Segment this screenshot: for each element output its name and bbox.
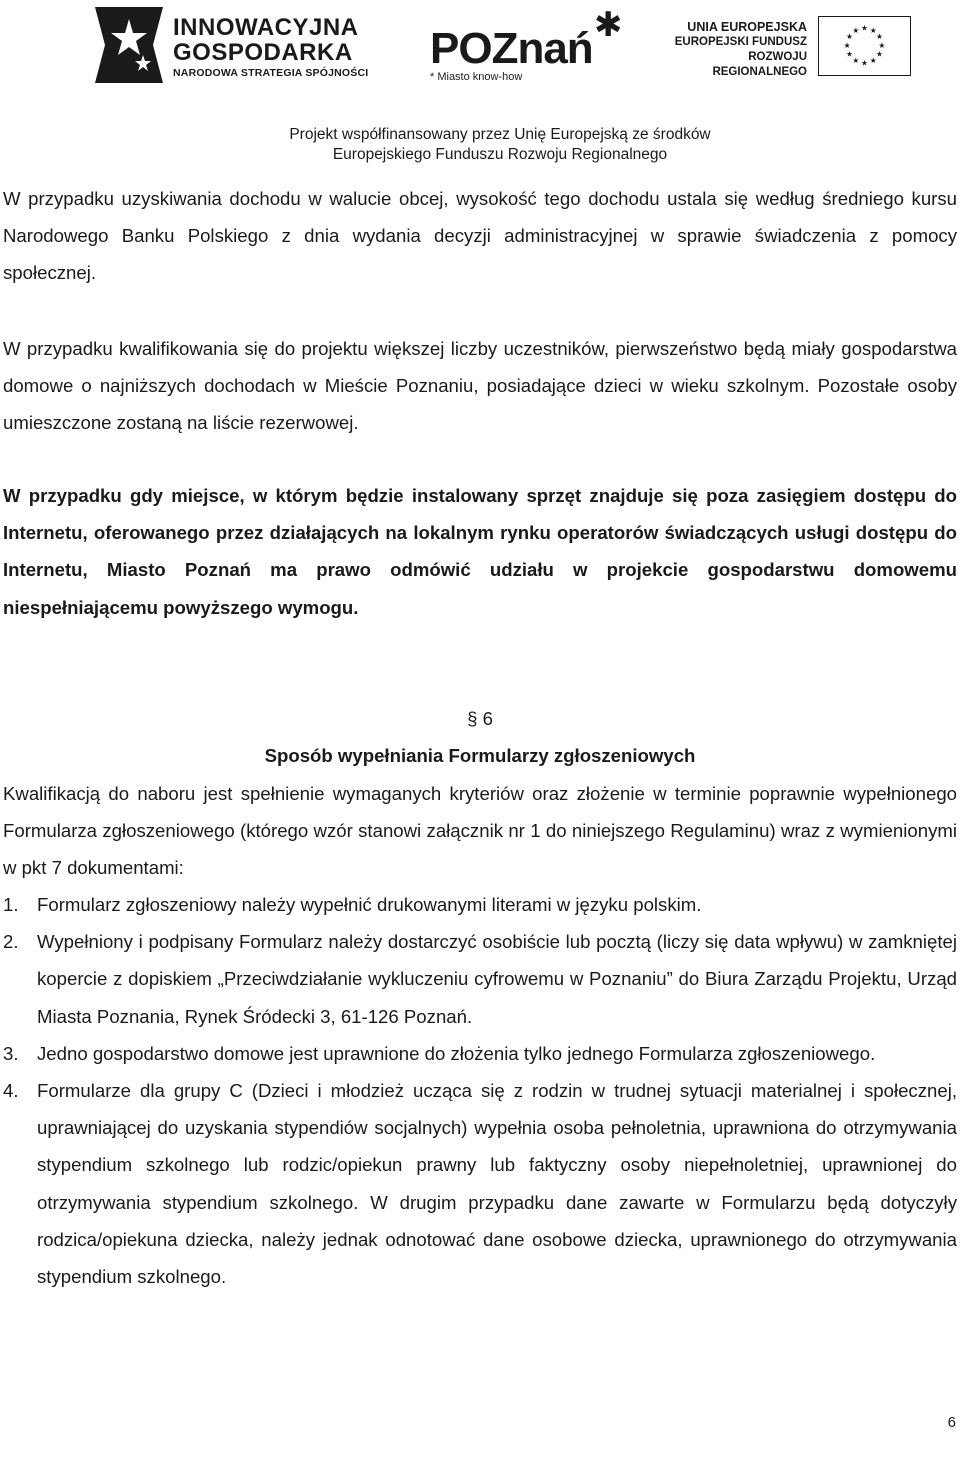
list-item-number: 3. xyxy=(3,1042,19,1064)
asterisk-icon: ✱ xyxy=(594,6,623,44)
innowacyjna-gospodarka-emblem-icon xyxy=(93,5,165,85)
project-cofinancing-note xyxy=(0,125,960,165)
svg-text:★: ★ xyxy=(861,23,868,33)
innowacyjna-gospodarka-logo xyxy=(93,5,383,85)
poznan-logo xyxy=(430,6,630,90)
list-item-text: Wypełniony i podpisany Formularz należy dostarczyć osobiście lub pocztą (liczy się data wpływu) w zamkniętej kopercie z dopiskiem „Przeciwdziałanie wykluczeniu cyfrowemu w Poznaniu” do Biura Zarządu Projektu, Urząd Miasta Poznania, Rynek Śródecki 3, 61-126 Poznań. xyxy=(37,931,957,1027)
logo-line-gospodarka: GOSPODARKA xyxy=(173,39,353,66)
paragraph-internet-coverage: W przypadku gdy miejsce, w którym będzie instalowany sprzęt znajduje się poza zasięgiem dostępu do Internetu, oferowanego przez działających na lokalnym rynku operatorów świadczących usługi dostępu do Internetu, Miasto Poznań ma prawo odmówić udziału w projekcie gospodarstwu domowemu niespełniającemu powyższego wymogu. xyxy=(3,485,957,618)
svg-text:★: ★ xyxy=(861,58,868,68)
eu-flag-icon xyxy=(818,16,911,76)
svg-text:★: ★ xyxy=(852,55,860,65)
svg-text:★: ★ xyxy=(852,25,860,35)
svg-text:★: ★ xyxy=(878,40,886,50)
svg-text:★: ★ xyxy=(846,49,853,59)
svg-text:★: ★ xyxy=(876,32,883,42)
paragraph-foreign-currency-income: W przypadku uzyskiwania dochodu w walucie obcej, wysokość tego dochodu ustala się według średniego kursu Narodowego Banku Polskiego z dnia wydania decyzji administracyjnej w sprawie świadczenia z pomocy społecznej. xyxy=(3,188,957,284)
innowacyjna-gospodarka-wordmark xyxy=(173,15,368,81)
svg-text:★: ★ xyxy=(846,32,853,42)
page-number: 6 xyxy=(947,1414,956,1431)
page-header xyxy=(0,0,960,175)
eu-line-fundusz: EUROPEJSKI FUNDUSZ xyxy=(674,36,807,48)
eu-line-rozwoju: ROZWOJU REGIONALNEGO xyxy=(712,51,807,78)
project-note-line1: Projekt współfinansowany przez Unię Europejską ze środków xyxy=(289,126,711,143)
paragraph-priority-rules: W przypadku kwalifikowania się do projektu większej liczby uczestników, pierwszeństwo będą miały gospodarstwa domowe o najniższych dochodach w Mieście Poznaniu, posiadające dzieci w wieku szkolnym. Pozostałe osoby umieszczone zostaną na liście rezerwowej. xyxy=(3,338,957,434)
section-number: § 6 xyxy=(467,708,493,729)
list-item xyxy=(3,923,957,1035)
paragraph-qualification: Kwalifikacją do naboru jest spełnienie wymaganych kryteriów oraz złożenie w terminie poprawnie wypełnionego Formularza zgłoszeniowego (którego wzór stanowi załącznik nr 1 do niniejszego Regulaminu) wraz z wymienionymi w pkt 7 dokumentami: xyxy=(3,783,957,879)
section-title: Sposób wypełniania Formularzy zgłoszeniowych xyxy=(264,745,696,766)
svg-text:★: ★ xyxy=(876,49,883,59)
project-note-line2: Europejskiego Funduszu Rozwoju Regionalnego xyxy=(332,146,668,163)
requirements-list xyxy=(3,886,957,1295)
svg-text:★: ★ xyxy=(869,25,877,35)
list-item-text: Formularze dla grupy C (Dzieci i młodzież ucząca się z rodzin w trudnej sytuacji materialnej i społecznej, uprawniającej do uzyskania stypendiów socjalnych) wypełnia osoba pełnoletnia, uprawniona do otrzymywania stypendium szkolnego lub rodzic/opiekun prawny lub faktyczny osoby niepełnoletniej, uprawnionej do otrzymywania stypendium szkolnego. W drugim przypadku dane zawarte w Formularzu będą dotyczyły rodzica/opiekuna dziecka, należy jednak odnotować dane osobowe dziecka, uprawnionego do otrzymywania stypendium szkolnego. xyxy=(37,1080,957,1288)
list-item xyxy=(3,886,957,923)
list-item-number: 2. xyxy=(3,931,19,953)
list-item xyxy=(3,1072,957,1295)
eu-logo xyxy=(662,16,912,78)
list-item-text: Formularz zgłoszeniowy należy wypełnić drukowanymi literami w języku polskim. xyxy=(37,894,702,915)
svg-text:★: ★ xyxy=(843,40,851,50)
eu-line-unia: UNIA EUROPEJSKA xyxy=(687,20,807,34)
svg-text:★: ★ xyxy=(869,55,877,65)
eu-wordmark xyxy=(662,19,807,80)
logo-line-innowacyjna: INNOWACYJNA xyxy=(173,14,359,41)
list-item-text: Jedno gospodarstwo domowe jest uprawnione do złożenia tylko jednego Formularza zgłoszeniowego. xyxy=(37,1042,876,1064)
poznan-tagline: * Miasto know-how xyxy=(430,71,523,83)
list-item-number: 1. xyxy=(3,894,19,915)
list-item xyxy=(3,1035,957,1072)
list-item-number: 4. xyxy=(3,1080,19,1102)
poznan-wordmark: POZnań xyxy=(430,24,593,73)
logo-line-strategia: NARODOWA STRATEGIA SPÓJNOŚCI xyxy=(173,67,369,79)
